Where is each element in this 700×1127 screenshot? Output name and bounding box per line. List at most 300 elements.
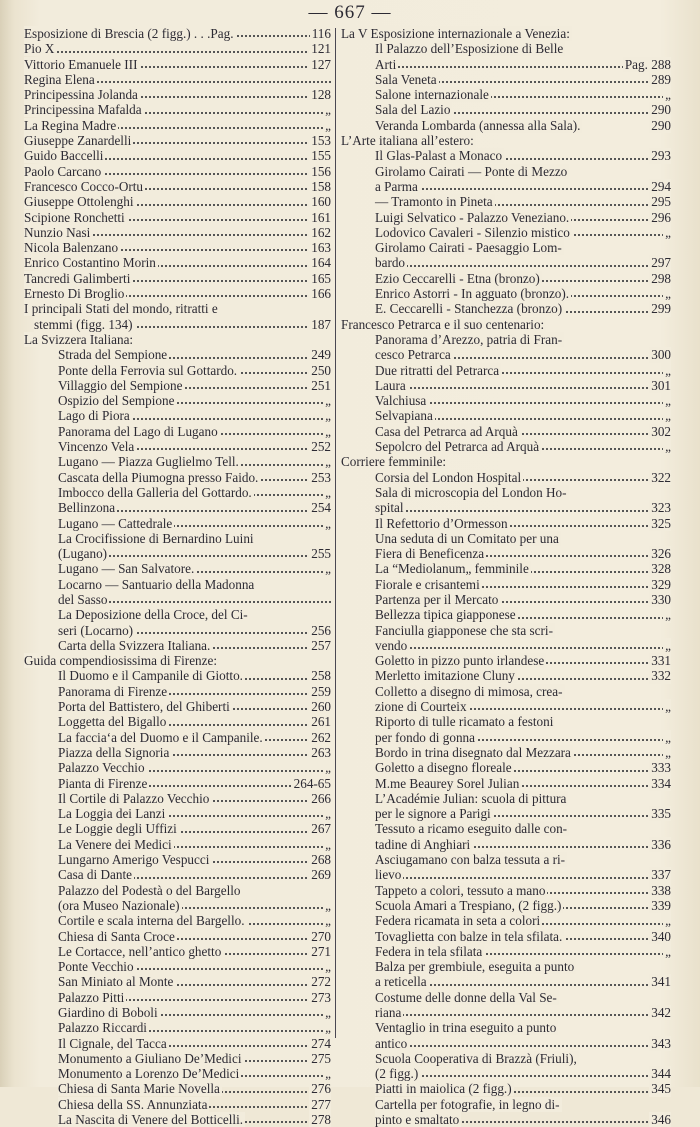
entry-page-number: „ <box>325 484 331 500</box>
index-entry <box>24 990 331 1005</box>
entry-page-number: 254 <box>311 500 331 516</box>
index-entry <box>24 546 331 561</box>
entry-title: zione di Courteix <box>375 699 467 715</box>
index-entry <box>341 821 671 836</box>
entry-page-number: 333 <box>651 760 671 776</box>
entry-title: Locarno — Santuario della Madonna <box>58 576 255 592</box>
index-entry <box>341 516 671 531</box>
index-entry <box>341 745 671 760</box>
entry-page-number: 289 <box>651 71 671 87</box>
index-entry <box>24 684 331 699</box>
entry-page-number: „ <box>665 699 671 715</box>
entry-title: Francesco Petrarca e il suo centenario: <box>341 316 545 332</box>
index-entry <box>341 898 671 913</box>
entry-page-number: 165 <box>311 270 331 286</box>
entry-page-number: 256 <box>311 622 331 638</box>
entry-page-number: 300 <box>651 347 671 363</box>
entry-title: bardo <box>375 255 406 271</box>
entry-title: Sala Veneta <box>375 71 437 87</box>
entry-title: L’Arte italiana all’estero: <box>341 133 474 149</box>
entry-title: L’Académie Julian: scuola di pittura <box>375 790 567 806</box>
entry-title: Enrico Astorri - In agguato (bronzo). <box>375 286 570 302</box>
entry-title: La faccia‘a del Duomo e il Campanile. <box>58 729 263 745</box>
dot-leader <box>375 265 671 267</box>
entry-page-number: 343 <box>651 1035 671 1051</box>
entry-page-number: 298 <box>651 270 671 286</box>
index-entry <box>24 821 331 836</box>
entry-title: M.me Beaurey Sorel Julian <box>375 775 520 791</box>
index-entry <box>24 699 331 714</box>
entry-title: La V Esposizione internazionale a Venezia: <box>341 26 570 41</box>
entry-page-number: 326 <box>651 546 671 562</box>
entry-page-number: „ <box>325 760 331 776</box>
index-entry <box>24 974 331 989</box>
index-entry <box>341 179 671 194</box>
column-divider <box>335 28 336 1038</box>
index-entry <box>341 240 671 255</box>
index-entry <box>341 424 671 439</box>
entry-page-number: „ <box>665 744 671 760</box>
entry-page-number: 250 <box>311 362 331 378</box>
index-entry <box>341 470 671 485</box>
entry-title: Panorama d’Arezzo, patria di Fran- <box>375 331 563 347</box>
entry-page-number: 166 <box>311 286 331 302</box>
index-entry <box>24 1020 331 1035</box>
entry-page-number: 278 <box>311 1112 331 1127</box>
entry-page-number: Pag. 288 <box>624 56 671 72</box>
index-entry <box>341 378 671 393</box>
entry-title: La Loggia dei Lanzi <box>58 806 166 822</box>
entry-title: Tappeto a colori, tessuto a mano <box>375 882 546 898</box>
index-entry <box>24 286 331 301</box>
index-column-left <box>24 26 331 1127</box>
index-entry <box>24 301 331 316</box>
index-entry <box>341 791 671 806</box>
entry-page-number: „ <box>665 943 671 959</box>
dot-leader <box>375 877 671 879</box>
index-entry <box>24 439 331 454</box>
entry-title: Vincenzo Vela <box>58 439 135 455</box>
dot-leader <box>375 1014 671 1016</box>
entry-title: Il Duomo e il Campanile di Giotto. <box>58 668 243 684</box>
entry-title: Balza per grembiule, eseguita a punto <box>375 959 575 975</box>
entry-page-number: 338 <box>651 882 671 898</box>
index-entry <box>341 1081 671 1096</box>
entry-title: (Lugano) <box>58 546 108 562</box>
entry-title: Ponte Vecchio <box>58 959 134 975</box>
index-entry <box>24 363 331 378</box>
index-entry <box>24 148 331 163</box>
index-entry <box>341 347 671 362</box>
index-entry <box>24 393 331 408</box>
index-entry <box>341 1020 671 1035</box>
entry-title: Bordo in trina disegnato dal Mezzara <box>375 744 571 760</box>
entry-title: Veranda Lombarda (annessa alla Sala). <box>375 117 581 133</box>
entry-title: Asciugamano con balza tessuta a ri- <box>375 852 566 868</box>
entry-page-number: „ <box>325 1020 331 1036</box>
entry-title: Palazzo Riccardi <box>58 1020 147 1036</box>
dot-leader <box>375 1045 671 1047</box>
index-entry <box>24 1036 331 1051</box>
entry-page-number: 163 <box>311 240 331 256</box>
index-entry <box>341 1097 671 1112</box>
entry-title: Federa ricamata in seta a colori <box>375 913 541 929</box>
entry-title: Le Loggie degli Uffizi <box>58 821 177 837</box>
index-entry <box>24 225 331 240</box>
index-entry <box>24 1112 331 1127</box>
index-entry <box>341 776 671 791</box>
entry-title: — Tramonto in Pineta <box>375 194 493 210</box>
entry-page-number: „ <box>325 423 331 439</box>
entry-title: Loggetta del Bigallo <box>58 714 167 730</box>
entry-page-number: 339 <box>651 897 671 913</box>
index-entry <box>341 286 671 301</box>
index-entry <box>24 133 331 148</box>
entry-page-number: 263 <box>311 744 331 760</box>
index-entry <box>341 57 671 72</box>
entry-title: Valchiusa <box>375 393 427 409</box>
index-entry <box>341 561 671 576</box>
index-entry <box>341 393 671 408</box>
index-entry <box>341 1066 671 1081</box>
entry-title: (2 figg.) <box>375 1066 419 1082</box>
index-entry <box>24 577 331 592</box>
entry-page-number: 336 <box>651 836 671 852</box>
entry-page-number: 269 <box>311 867 331 883</box>
entry-title: Casa di Dante <box>58 867 132 883</box>
entry-title: Girolamo Cairati — Ponte di Mezzo <box>375 163 568 179</box>
index-entry <box>341 26 671 41</box>
entry-title: stemmi (figg. 134) <box>34 316 133 332</box>
entry-title: Monumento a Lorenzo De’Medici <box>58 1066 240 1082</box>
entry-title: Piatti in maiolica (2 figg.) <box>375 1081 512 1097</box>
entry-title: Lugano — San Salvatore. <box>58 561 195 577</box>
entry-title: Ventaglio in trina eseguito a punto <box>375 1020 557 1036</box>
index-entry <box>341 41 671 56</box>
entry-page-number: „ <box>325 117 331 133</box>
entry-title: Federa in tela sfilata <box>375 943 483 959</box>
entry-title: Lodovico Cavaleri - Silenzio mistico <box>375 224 570 240</box>
index-entry <box>24 929 331 944</box>
entry-page-number: „ <box>665 729 671 745</box>
dot-leader <box>24 51 331 53</box>
entry-title: Ezio Ceccarelli - Etna (bronzo) <box>375 270 540 286</box>
entry-page-number: „ <box>325 959 331 975</box>
entry-page-number: „ <box>665 286 671 302</box>
entry-page-number: 259 <box>311 683 331 699</box>
entry-title: Il Refettorio d’Ormesson <box>375 515 508 531</box>
index-entry <box>24 852 331 867</box>
index-entry <box>24 668 331 683</box>
entry-page-number: 277 <box>311 1096 331 1112</box>
index-entry <box>341 363 671 378</box>
entry-page-number: „ <box>325 913 331 929</box>
index-entry <box>24 959 331 974</box>
entry-page-number: 337 <box>651 867 671 883</box>
entry-page-number: 264-65 <box>293 775 331 791</box>
entry-page-number: „ <box>325 393 331 409</box>
index-entry <box>24 760 331 775</box>
index-entry <box>341 317 671 332</box>
entry-title: Fanciulla giapponese che sta scri- <box>375 622 553 638</box>
entry-page-number: 342 <box>651 1005 671 1020</box>
entry-page-number: 121 <box>311 41 331 57</box>
entry-page-number: „ <box>665 439 671 455</box>
entry-page-number: 156 <box>311 163 331 179</box>
index-entry <box>24 271 331 286</box>
entry-title: Panorama di Firenze <box>58 683 168 699</box>
index-entry <box>341 225 671 240</box>
index-entry <box>24 607 331 622</box>
entry-page-number: „ <box>665 913 671 929</box>
index-entry <box>341 500 671 515</box>
entry-title: Corriere femminile: <box>341 454 447 470</box>
index-entry <box>341 102 671 117</box>
index-entry <box>24 623 331 638</box>
entry-title: Palazzo Pitti <box>58 989 125 1005</box>
entry-title: San Miniato al Monte <box>58 974 174 990</box>
entry-page-number: 290 <box>651 117 671 133</box>
entry-page-number: 344 <box>651 1066 671 1082</box>
entry-page-number: „ <box>665 362 671 378</box>
entry-title: per le signore a Parigi <box>375 806 491 822</box>
entry-page-number: 252 <box>311 439 331 455</box>
entry-page-number: 345 <box>651 1081 671 1097</box>
page-number: — 667 — <box>308 2 392 23</box>
entry-title: Regina Elena <box>24 71 95 87</box>
index-entry <box>341 867 671 882</box>
entry-page-number: 160 <box>311 194 331 210</box>
dot-leader <box>375 647 671 649</box>
entry-page-number: 268 <box>311 852 331 868</box>
index-entry <box>24 118 331 133</box>
entry-page-number: 260 <box>311 699 331 715</box>
index-entry <box>341 852 671 867</box>
index-entry <box>24 1097 331 1112</box>
index-entry <box>24 87 331 102</box>
entry-title: E. Ceccarelli - Stanchezza (bronzo) <box>375 301 563 317</box>
entry-page-number: 158 <box>311 178 331 194</box>
entry-title: La Regina Madre <box>24 117 117 133</box>
dot-leader <box>375 387 671 389</box>
entry-title: Laura <box>375 377 406 393</box>
index-entry <box>341 883 671 898</box>
entry-page-number: „ <box>325 454 331 470</box>
entry-page-number: „ <box>665 87 671 103</box>
index-entry <box>341 913 671 928</box>
index-entry <box>341 684 671 699</box>
entry-page-number: 301 <box>651 377 671 393</box>
index-entry <box>24 898 331 913</box>
index-entry <box>341 837 671 852</box>
index-entry <box>24 424 331 439</box>
index-entry <box>24 347 331 362</box>
entry-title: Ernesto Di Broglio <box>24 286 125 302</box>
entry-title: vendo <box>375 637 408 653</box>
index-entry <box>24 317 331 332</box>
entry-title: cesco Petrarca <box>375 347 451 363</box>
entry-page-number: 249 <box>311 347 331 363</box>
entry-title: Strada del Sempione <box>58 347 168 363</box>
entry-title: Arti <box>375 56 397 72</box>
entry-title: Lago di Piora <box>58 408 130 424</box>
entry-title: Le Cortacce, nell’antico ghetto <box>58 943 222 959</box>
entry-page-number: 262 <box>311 729 331 745</box>
index-entry <box>341 546 671 561</box>
entry-title: Cortile e scala interna del Bargello. <box>58 913 245 929</box>
index-entry <box>24 516 331 531</box>
index-entry <box>24 944 331 959</box>
entry-title: Chiesa di Santa Croce <box>58 928 175 944</box>
entry-title: Fiera di Beneficenza <box>375 546 485 562</box>
index-entry <box>341 592 671 607</box>
index-entry <box>24 837 331 852</box>
entry-title: Nicola Balenzano <box>24 240 119 256</box>
index-entry <box>341 1051 671 1066</box>
index-entry <box>24 561 331 576</box>
index-entry <box>341 164 671 179</box>
index-entry <box>24 791 331 806</box>
entry-title: antico <box>375 1035 408 1051</box>
entry-title: Giuseppe Zanardelli <box>24 133 132 149</box>
index-entry <box>341 990 671 1005</box>
entry-title: spital <box>375 500 404 516</box>
index-entry <box>24 72 331 87</box>
entry-page-number: 164 <box>311 255 331 271</box>
entry-title: Costume delle donne della Val Se- <box>375 989 557 1005</box>
index-entry <box>341 194 671 209</box>
entry-page-number: 322 <box>651 469 671 485</box>
entry-title: Principessina Jolanda <box>24 87 138 103</box>
entry-title: Villaggio del Sempione <box>58 377 183 393</box>
index-entry <box>341 638 671 653</box>
index-entry <box>24 1081 331 1096</box>
entry-title: Sepolcro del Petrarca ad Arquà <box>375 439 540 455</box>
index-entry <box>24 470 331 485</box>
entry-title: Bellezza tipica giapponese <box>375 607 516 623</box>
index-entry <box>24 454 331 469</box>
entry-title: Riporto di tulle ricamato a festoni <box>375 714 554 730</box>
index-entry <box>24 408 331 423</box>
entry-title: La Crocifissione di Bernardino Luini <box>58 530 254 546</box>
entry-title: I principali Stati del mondo, ritratti e <box>24 301 218 317</box>
index-entry <box>24 164 331 179</box>
entry-page-number: 346 <box>651 1112 671 1127</box>
index-entry <box>341 408 671 423</box>
index-entry <box>24 592 331 607</box>
index-entry <box>24 41 331 56</box>
entry-page-number: „ <box>325 1005 331 1020</box>
index-entry <box>24 179 331 194</box>
entry-page-number: 258 <box>311 668 331 684</box>
entry-title: Fiorale e crisantemi <box>375 576 480 592</box>
entry-title: (ora Museo Nazionale) <box>58 897 180 913</box>
entry-title: Ponte della Ferrovia sul Gottardo. <box>58 362 238 378</box>
index-entry <box>341 699 671 714</box>
entry-title: Casa del Petrarca ad Arquà <box>375 423 518 439</box>
entry-title: Corsia del London Hospital <box>375 469 522 485</box>
entry-title: La Nascita di Venere del Botticelli. <box>58 1112 244 1127</box>
index-entry <box>341 607 671 622</box>
index-entry <box>24 210 331 225</box>
entry-title: Sala di microscopia del London Ho- <box>375 484 567 500</box>
entry-title: Imbocco della Galleria del Gottardo. <box>58 484 252 500</box>
entry-title: La “Mediolanum„ femminile <box>375 561 529 577</box>
entry-title: pinto e smaltato <box>375 1112 460 1127</box>
index-entry <box>341 332 671 347</box>
entry-page-number: 251 <box>311 377 331 393</box>
entry-title: Enrico Costantino Morin <box>24 255 156 271</box>
entry-page-number: 341 <box>651 974 671 990</box>
entry-title: Salone internazionale <box>375 87 489 103</box>
entry-title: La Deposizione della Croce, del Ci- <box>58 607 248 623</box>
entry-title: a Parma <box>375 178 418 194</box>
entry-title: riana <box>375 1005 402 1020</box>
entry-title: Tessuto a ricamo eseguito dalle con- <box>375 821 568 837</box>
entry-page-number: 127 <box>311 56 331 72</box>
index-entry <box>24 714 331 729</box>
index-entry <box>341 959 671 974</box>
entry-title: La Venere dei Medici <box>58 836 172 852</box>
entry-page-number: 290 <box>651 102 671 118</box>
entry-title: Goletto in pizzo punto irlandese <box>375 653 545 669</box>
index-entry <box>24 1005 331 1020</box>
entry-page-number: 266 <box>311 790 331 806</box>
entry-page-number: 270 <box>311 928 331 944</box>
entry-title: Lugano — Cattedrale <box>58 515 173 531</box>
entry-page-number: „ <box>665 224 671 240</box>
entry-page-number: 153 <box>311 133 331 149</box>
entry-page-number: 261 <box>311 714 331 730</box>
entry-page-number: 332 <box>651 668 671 684</box>
index-entry <box>24 1051 331 1066</box>
entry-title: Scuola Cooperativa di Brazzà (Friuli), <box>375 1050 577 1066</box>
entry-page-number: 330 <box>651 591 671 607</box>
index-entry <box>341 210 671 225</box>
entry-page-number: 267 <box>311 821 331 837</box>
entry-page-number: „ <box>325 806 331 822</box>
entry-title: Giuseppe Ottolenghi <box>24 194 134 210</box>
entry-title: Goletto a disegno floreale <box>375 760 512 776</box>
entry-page-number: 155 <box>311 148 331 164</box>
entry-title: Vittorio Emanuele III <box>24 56 138 72</box>
entry-page-number: 276 <box>311 1081 331 1097</box>
entry-title: La Svizzera Italiana: <box>24 331 134 347</box>
entry-page-number: 187 <box>311 316 331 332</box>
entry-title: Esposizione di Brescia (2 figg.) . . .Pag. <box>24 26 234 41</box>
index-entry <box>341 760 671 775</box>
index-entry <box>24 240 331 255</box>
index-entry <box>24 883 331 898</box>
index-entry <box>24 194 331 209</box>
entry-title: Scipione Ronchetti <box>24 209 125 225</box>
entry-title: Pio X <box>24 41 55 57</box>
index-entry <box>341 255 671 270</box>
index-entry <box>341 1036 671 1051</box>
entry-title: Cascata della Piumogna presso Faido. <box>58 469 259 485</box>
entry-title: Nunzio Nasi <box>24 224 91 240</box>
entry-title: lievo <box>375 867 402 883</box>
index-entry <box>341 439 671 454</box>
entry-title: Cartella per fotografie, in legno di- <box>375 1096 560 1112</box>
entry-page-number: 340 <box>651 928 671 944</box>
entry-title: Scuola Amari a Trespiano, (2 figg.) <box>375 897 562 913</box>
index-entry <box>24 500 331 515</box>
index-entry <box>341 929 671 944</box>
entry-title: Pianta di Firenze <box>58 775 148 791</box>
entry-title: per fondo di gonna <box>375 729 475 745</box>
entry-page-number: 128 <box>311 87 331 103</box>
